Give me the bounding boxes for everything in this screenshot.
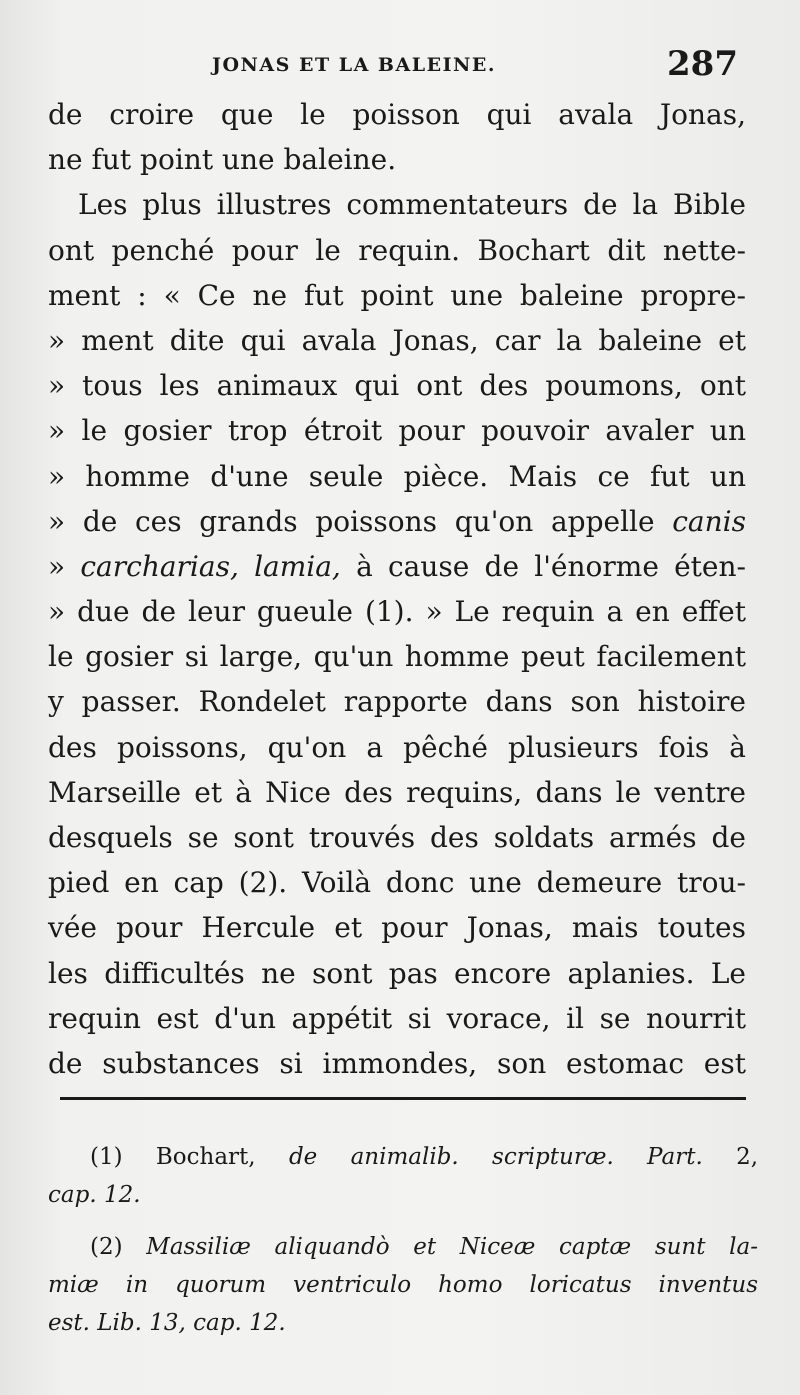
italic-term: canis (672, 504, 746, 538)
footnote-mark: (2) (90, 1234, 123, 1260)
text-line: » le gosier trop étroit pour pouvoir avaler un (48, 414, 746, 448)
footnote-1 (48, 1138, 758, 1176)
footnotes (48, 1138, 758, 1342)
text-line: » ment dite qui avala Jonas, car la baleine et (48, 323, 746, 357)
text-line: » due de leur gueule (1). » Le requin a en effet (48, 595, 746, 629)
text-line: vée pour Hercule et pour Jonas, mais toutes (48, 911, 746, 945)
page-number: 287 (667, 44, 738, 84)
text-line (48, 544, 746, 589)
text-line: de croire que le poisson qui avala Jonas, (48, 98, 746, 131)
text-line: ont penché pour le requin. Bochart dit nette- (48, 233, 746, 267)
text-line: requin est d'un appétit si vorace, il se nourrit (48, 1001, 746, 1035)
footnote-author: Bochart, (155, 1144, 256, 1170)
italic-term: carcharias, lamia, (80, 549, 341, 583)
text-line: » tous les animaux qui ont des poumons, ont (48, 369, 746, 403)
text-line: ne fut point une baleine. (48, 143, 397, 177)
footnote-line (48, 1266, 758, 1304)
text-line: pied en cap (2). Voilà donc une demeure trou- (48, 866, 746, 900)
quote-mark: » (48, 549, 66, 583)
text-line: y passer. Rondelet rapporte dans son histoire (48, 685, 746, 719)
text-line: » homme d'une seule pièce. Mais ce fut un (48, 459, 746, 493)
text-line: les difficultés ne sont pas encore aplanies. Le (48, 956, 746, 990)
running-head (0, 44, 800, 88)
text-line: Les plus illustres commentateurs de la Bible (78, 188, 746, 222)
footnote-line (48, 1304, 758, 1342)
text-line: des poissons, qu'on a pêché plusieurs fois à (48, 730, 746, 764)
text-fragment: » de ces grands poissons qu'on appelle (48, 504, 655, 538)
footnote-mark: (1) (90, 1144, 123, 1170)
running-title: JONAS ET LA BALEINE. (212, 54, 496, 76)
text-line: Marseille et à Nice des requins, dans le ventre (48, 775, 746, 809)
text-line: ment : « Ce ne fut point une baleine propre- (48, 278, 746, 312)
footnote-text: miæ in quorum ventriculo homo loricatus inventus (48, 1272, 758, 1298)
body-text (48, 92, 746, 1086)
footnote-rule (60, 1097, 746, 1100)
footnote-text: Massiliæ aliquandò et Niceæ captæ sunt la- (146, 1234, 758, 1260)
text-line: de substances si immondes, son estomac est (48, 1046, 746, 1080)
text-line (48, 499, 746, 544)
footnote-text: cap. 12. (48, 1182, 141, 1208)
footnote-title: de animalib. scripturæ. Part. (288, 1144, 703, 1170)
footnote-2 (48, 1228, 758, 1266)
footnote-volume: 2, (736, 1144, 759, 1170)
text-fragment: à cause de l'énorme éten- (356, 549, 746, 583)
text-line: le gosier si large, qu'un homme peut facilement (48, 640, 746, 674)
footnote-line (48, 1176, 758, 1214)
footnote-text: est. Lib. 13, cap. 12. (48, 1310, 286, 1336)
text-line: desquels se sont trouvés des soldats armés de (48, 821, 746, 854)
